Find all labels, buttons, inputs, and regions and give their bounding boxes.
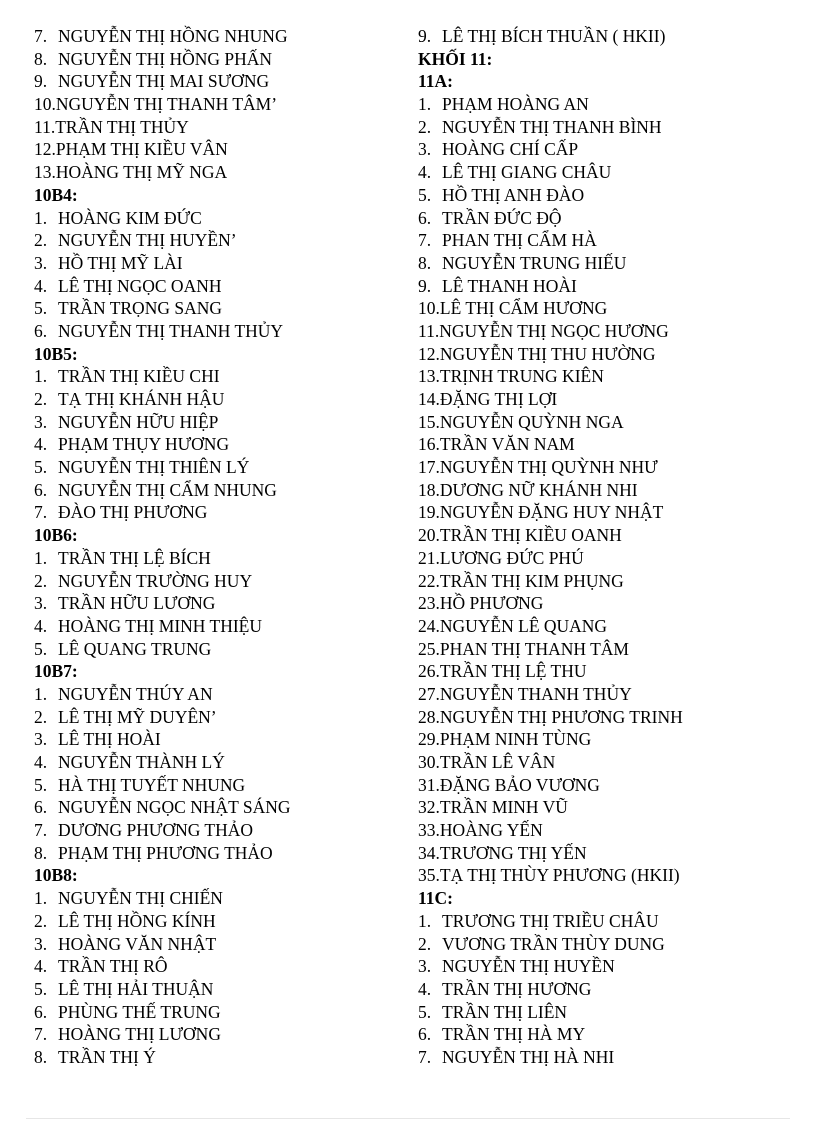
student-name: PHAN THỊ THANH TÂM bbox=[439, 638, 629, 659]
student-list-item bbox=[418, 1046, 798, 1069]
student-name: NGUYỄN TRUNG HIẾU bbox=[442, 252, 627, 273]
student-list-item bbox=[34, 48, 404, 71]
student-name: DƯƠNG PHƯƠNG THẢO bbox=[58, 820, 254, 841]
left-column bbox=[34, 25, 404, 1069]
student-list-item bbox=[418, 184, 798, 207]
item-number: 1. bbox=[34, 366, 48, 387]
item-number: 7. bbox=[34, 820, 48, 841]
student-name: PHẠM THỤY HƯƠNG bbox=[58, 434, 230, 455]
student-list-item bbox=[418, 343, 798, 366]
item-number: 5. bbox=[34, 298, 48, 319]
student-list-item bbox=[418, 774, 798, 797]
item-number: 2. bbox=[34, 570, 48, 591]
item-number: 6. bbox=[34, 320, 48, 341]
student-name: PHÙNG THẾ TRUNG bbox=[58, 1001, 221, 1022]
item-number: 31. bbox=[418, 774, 440, 795]
student-list-item bbox=[34, 229, 404, 252]
item-number: 1. bbox=[418, 910, 432, 931]
student-list-item bbox=[418, 751, 798, 774]
student-name: PHẠM NINH TÙNG bbox=[439, 729, 592, 750]
student-name: TRẦN THỊ HÀ MY bbox=[442, 1024, 586, 1045]
student-name: LÊ THỊ GIANG CHÂU bbox=[442, 162, 612, 183]
item-number: 4. bbox=[34, 956, 48, 977]
item-number: 4. bbox=[418, 162, 432, 183]
student-name: NGUYỄN THỊ MAI SƯƠNG bbox=[58, 71, 270, 92]
class-heading: 10B5: bbox=[34, 343, 78, 364]
student-name: NGUYỄN THỊ THANH THỦY bbox=[58, 320, 284, 341]
student-name: HOÀNG CHÍ CẤP bbox=[442, 139, 579, 160]
student-name: LÊ THỊ HẢI THUẬN bbox=[58, 978, 214, 999]
student-name: ĐẶNG BẢO VƯƠNG bbox=[439, 774, 600, 795]
student-name: NGUYỄN HỮU HIỆP bbox=[58, 411, 219, 432]
student-list-item bbox=[34, 592, 404, 615]
class-heading: 11A: bbox=[418, 71, 453, 92]
student-list-item bbox=[418, 479, 798, 502]
student-name: NGUYỄN THÚY AN bbox=[58, 683, 213, 704]
student-name: TRẦN THỊ KIM PHỤNG bbox=[439, 570, 624, 591]
item-number: 24. bbox=[418, 615, 440, 636]
student-name: LÊ THỊ NGỌC OANH bbox=[58, 275, 222, 296]
student-list-item bbox=[418, 819, 798, 842]
item-number: 2. bbox=[34, 706, 48, 727]
student-name: TRẦN THỊ LỆ THU bbox=[439, 661, 587, 682]
item-number: 3. bbox=[34, 593, 48, 614]
student-list-item bbox=[418, 116, 798, 139]
student-name: NGUYỄN THANH THỦY bbox=[439, 683, 632, 704]
student-list-item bbox=[418, 411, 798, 434]
item-number: 5. bbox=[34, 638, 48, 659]
student-list-item bbox=[418, 660, 798, 683]
student-name: NGUYỄN THỊ HUYỀN’ bbox=[58, 230, 237, 251]
student-name: TRẦN THỊ Ý bbox=[58, 1046, 156, 1067]
student-list-item bbox=[34, 297, 404, 320]
student-list-item bbox=[34, 728, 404, 751]
student-list-item bbox=[418, 297, 798, 320]
student-list-item bbox=[418, 1001, 798, 1024]
student-list-item bbox=[418, 864, 798, 887]
student-list-item bbox=[418, 842, 798, 865]
item-number: 23. bbox=[418, 593, 440, 614]
student-name: NGUYỄN THÀNH LÝ bbox=[58, 752, 225, 772]
student-list-item bbox=[34, 910, 404, 933]
student-name: TRẦN THỊ HƯƠNG bbox=[442, 978, 592, 999]
item-number: 9. bbox=[418, 26, 432, 46]
student-list-item bbox=[34, 411, 404, 434]
item-number: 28. bbox=[418, 706, 440, 727]
student-list-item bbox=[418, 456, 798, 479]
student-list-item bbox=[34, 615, 404, 638]
item-number: 4. bbox=[34, 615, 48, 636]
student-name: NGUYỄN THỊ HỒNG PHẤN bbox=[58, 48, 273, 69]
student-name: TRẦN THỊ RÔ bbox=[58, 956, 168, 977]
student-name: NGUYỄN THỊ THANH BÌNH bbox=[442, 116, 662, 137]
student-name: NGUYỄN THỊ HUYỀN bbox=[442, 956, 615, 977]
student-list-item bbox=[34, 547, 404, 570]
item-number: 13. bbox=[418, 366, 440, 387]
item-number: 10. bbox=[418, 298, 440, 319]
item-number: 13. bbox=[34, 162, 56, 183]
item-number: 4. bbox=[34, 434, 48, 455]
item-number: 11. bbox=[34, 116, 56, 137]
student-name: LÊ THỊ MỸ DUYÊN’ bbox=[58, 706, 217, 727]
student-name: LÊ QUANG TRUNG bbox=[58, 638, 212, 659]
student-name: NGUYỄN ĐẶNG HUY NHẬT bbox=[439, 502, 664, 523]
item-number: 3. bbox=[34, 729, 48, 750]
item-number: 6. bbox=[418, 207, 432, 228]
student-name: NGUYỄN LÊ QUANG bbox=[439, 615, 608, 636]
student-list-item bbox=[34, 433, 404, 456]
student-list-item bbox=[34, 456, 404, 479]
student-list-item bbox=[418, 683, 798, 706]
student-name: PHẠM THỊ PHƯƠNG THẢO bbox=[58, 842, 273, 863]
item-number: 4. bbox=[34, 752, 48, 772]
item-number: 3. bbox=[34, 933, 48, 954]
item-number: 1. bbox=[34, 888, 48, 909]
item-number: 7. bbox=[34, 26, 48, 46]
page-bottom-divider bbox=[26, 1118, 790, 1119]
item-number: 2. bbox=[418, 933, 432, 954]
item-number: 9. bbox=[34, 71, 48, 92]
class-heading: 11C: bbox=[418, 888, 453, 909]
student-name: ĐÀO THỊ PHƯƠNG bbox=[58, 502, 208, 523]
student-name: TRỊNH TRUNG KIÊN bbox=[439, 366, 604, 387]
item-number: 2. bbox=[34, 389, 48, 409]
item-number: 7. bbox=[34, 502, 48, 523]
class-heading: 10B6: bbox=[34, 525, 78, 546]
item-number: 7. bbox=[418, 230, 432, 251]
student-name: NGUYỄN NGỌC NHẬT SÁNG bbox=[58, 797, 291, 818]
item-number: 17. bbox=[418, 457, 440, 478]
student-list-item bbox=[418, 388, 798, 411]
item-number: 27. bbox=[418, 683, 440, 704]
student-name: HỒ PHƯƠNG bbox=[439, 593, 544, 614]
student-list-item bbox=[418, 25, 798, 48]
student-list-item bbox=[34, 388, 404, 411]
student-name: NGUYỄN THỊ QUỲNH NHƯ bbox=[439, 457, 658, 478]
item-number: 1. bbox=[34, 547, 48, 568]
item-number: 30. bbox=[418, 752, 440, 772]
student-name: LÊ THỊ BÍCH THUẦN ( HKII) bbox=[442, 26, 666, 46]
student-name: HOÀNG KIM ĐỨC bbox=[58, 207, 202, 228]
item-number: 8. bbox=[34, 48, 48, 69]
student-list-item bbox=[34, 796, 404, 819]
student-list-item bbox=[34, 207, 404, 230]
item-number: 18. bbox=[418, 479, 440, 500]
student-name: LÊ THỊ HOÀI bbox=[58, 729, 161, 750]
item-number: 2. bbox=[34, 230, 48, 251]
student-name: NGUYỄN THỊ THANH TÂM’ bbox=[55, 94, 278, 115]
item-number: 5. bbox=[34, 978, 48, 999]
student-name: HOÀNG VĂN NHẬT bbox=[58, 933, 217, 954]
student-list-item bbox=[418, 978, 798, 1001]
student-list-item bbox=[34, 774, 404, 797]
item-number: 2. bbox=[418, 116, 432, 137]
student-name: NGUYỄN TRƯỜNG HUY bbox=[58, 570, 253, 591]
student-list-item bbox=[418, 320, 798, 343]
student-list-item bbox=[34, 570, 404, 593]
item-number: 11. bbox=[418, 320, 440, 341]
student-name: NGUYỄN THỊ CHIẾN bbox=[58, 888, 223, 909]
class-heading: 10B7: bbox=[34, 661, 78, 682]
item-number: 19. bbox=[418, 502, 440, 523]
student-list-item bbox=[418, 1023, 798, 1046]
item-number: 26. bbox=[418, 661, 440, 682]
item-number: 5. bbox=[34, 774, 48, 795]
student-list-item bbox=[418, 547, 798, 570]
item-number: 10. bbox=[34, 94, 56, 115]
student-list-item bbox=[34, 275, 404, 298]
student-list-item bbox=[418, 570, 798, 593]
student-list-item bbox=[34, 138, 404, 161]
student-name: TẠ THỊ KHÁNH HẬU bbox=[58, 389, 225, 409]
item-number: 5. bbox=[418, 1001, 432, 1022]
student-list-item bbox=[418, 433, 798, 456]
student-name: TRẦN THỊ THỦY bbox=[55, 116, 189, 137]
student-list-item bbox=[34, 501, 404, 524]
student-name: HỒ THỊ ANH ĐÀO bbox=[442, 184, 585, 205]
student-name: TRẦN THỊ LỆ BÍCH bbox=[58, 547, 211, 568]
item-number: 22. bbox=[418, 570, 440, 591]
student-list-item bbox=[34, 25, 404, 48]
student-list-item bbox=[34, 887, 404, 910]
student-list-item bbox=[34, 751, 404, 774]
item-number: 3. bbox=[34, 411, 48, 432]
item-number: 16. bbox=[418, 434, 440, 455]
class-heading: 10B4: bbox=[34, 184, 78, 205]
student-list-item bbox=[34, 116, 404, 139]
student-name: TRẦN THỊ KIỀU OANH bbox=[439, 525, 622, 546]
student-name: DƯƠNG NỮ KHÁNH NHI bbox=[439, 479, 638, 500]
item-number: 29. bbox=[418, 729, 440, 750]
item-number: 12. bbox=[34, 139, 56, 160]
student-name: LÊ THANH HOÀI bbox=[442, 275, 577, 296]
right-column bbox=[418, 25, 798, 1069]
student-name: TRẦN THỊ KIỀU CHI bbox=[58, 366, 220, 387]
item-number: 7. bbox=[418, 1046, 432, 1067]
student-name: VƯƠNG TRẦN THÙY DUNG bbox=[442, 933, 665, 954]
student-list-item bbox=[34, 70, 404, 93]
student-name: NGUYỄN THỊ THU HƯỜNG bbox=[439, 343, 656, 364]
item-number: 14. bbox=[418, 389, 440, 409]
student-name: HOÀNG THỊ LƯƠNG bbox=[58, 1024, 221, 1045]
student-list-item bbox=[418, 728, 798, 751]
item-number: 2. bbox=[34, 910, 48, 931]
student-list-item bbox=[418, 501, 798, 524]
item-number: 32. bbox=[418, 797, 440, 818]
student-name: HÀ THỊ TUYẾT NHUNG bbox=[58, 774, 246, 795]
student-list-item bbox=[418, 706, 798, 729]
student-name: NGUYỄN THỊ NGỌC HƯƠNG bbox=[439, 320, 669, 341]
student-list-item bbox=[418, 592, 798, 615]
item-number: 8. bbox=[34, 1046, 48, 1067]
student-name: HỒ THỊ MỸ LÀI bbox=[58, 252, 183, 273]
student-list-item bbox=[418, 910, 798, 933]
item-number: 20. bbox=[418, 525, 440, 546]
student-name: NGUYỄN THỊ CẨM NHUNG bbox=[58, 479, 277, 500]
item-number: 3. bbox=[418, 956, 432, 977]
student-name: HOÀNG THỊ MINH THIỆU bbox=[58, 615, 262, 636]
student-name: NGUYỄN THỊ PHƯƠNG TRINH bbox=[439, 706, 683, 727]
student-name: ĐẶNG THỊ LỢI bbox=[439, 389, 558, 409]
class-heading: KHỐI 11: bbox=[418, 48, 493, 69]
student-list-item bbox=[418, 365, 798, 388]
student-name: TRẦN THỊ LIÊN bbox=[442, 1001, 568, 1022]
item-number: 1. bbox=[34, 207, 48, 228]
student-name: NGUYỄN THỊ HỒNG NHUNG bbox=[58, 26, 288, 46]
student-list-item bbox=[418, 524, 798, 547]
student-list-item bbox=[34, 1001, 404, 1024]
student-list-item bbox=[34, 683, 404, 706]
student-list-item bbox=[34, 365, 404, 388]
student-list-item bbox=[418, 933, 798, 956]
student-list-item bbox=[34, 638, 404, 661]
item-number: 7. bbox=[34, 1024, 48, 1045]
item-number: 25. bbox=[418, 638, 440, 659]
class-heading: 10B8: bbox=[34, 865, 78, 886]
student-list-item bbox=[418, 638, 798, 661]
student-name: NGUYỄN THỊ THIÊN LÝ bbox=[58, 457, 250, 478]
item-number: 8. bbox=[34, 842, 48, 863]
student-name: TRƯƠNG THỊ YẾN bbox=[439, 842, 587, 863]
student-list-item bbox=[34, 842, 404, 865]
item-number: 3. bbox=[34, 252, 48, 273]
student-list-item bbox=[34, 819, 404, 842]
student-list-item bbox=[34, 93, 404, 116]
student-name: NGUYỄN QUỲNH NGA bbox=[439, 411, 624, 432]
student-name: TRẦN TRỌNG SANG bbox=[58, 298, 222, 319]
student-list-item bbox=[34, 955, 404, 978]
item-number: 6. bbox=[34, 479, 48, 500]
student-name: TẠ THỊ THÙY PHƯƠNG (HKII) bbox=[439, 865, 680, 886]
item-number: 12. bbox=[418, 343, 440, 364]
item-number: 5. bbox=[34, 457, 48, 478]
student-name: LÊ THỊ CẨM HƯƠNG bbox=[439, 298, 608, 319]
student-list-item bbox=[34, 978, 404, 1001]
student-name: TRƯƠNG THỊ TRIỀU CHÂU bbox=[442, 910, 659, 931]
item-number: 21. bbox=[418, 547, 440, 568]
item-number: 3. bbox=[418, 139, 432, 160]
item-number: 6. bbox=[34, 1001, 48, 1022]
item-number: 35. bbox=[418, 865, 440, 886]
student-list-item bbox=[34, 933, 404, 956]
student-list-item bbox=[418, 796, 798, 819]
item-number: 4. bbox=[34, 275, 48, 296]
student-name: TRẦN MINH VŨ bbox=[439, 797, 568, 818]
item-number: 33. bbox=[418, 820, 440, 841]
student-name: LƯƠNG ĐỨC PHÚ bbox=[439, 547, 584, 568]
student-list-item bbox=[34, 1023, 404, 1046]
item-number: 4. bbox=[418, 978, 432, 999]
student-name: HOÀNG THỊ MỸ NGA bbox=[55, 162, 228, 183]
student-list-item bbox=[418, 138, 798, 161]
item-number: 15. bbox=[418, 411, 440, 432]
student-name: NGUYỄN THỊ HÀ NHI bbox=[442, 1046, 615, 1067]
item-number: 6. bbox=[418, 1024, 432, 1045]
student-list-item bbox=[418, 161, 798, 184]
student-list-item bbox=[418, 93, 798, 116]
student-name: HOÀNG YẾN bbox=[439, 820, 543, 841]
student-list-item bbox=[418, 229, 798, 252]
student-list-item bbox=[418, 955, 798, 978]
item-number: 1. bbox=[418, 94, 432, 115]
item-number: 6. bbox=[34, 797, 48, 818]
student-list-item bbox=[418, 252, 798, 275]
student-name: TRẦN VĂN NAM bbox=[439, 434, 575, 455]
item-number: 34. bbox=[418, 842, 440, 863]
student-list-item bbox=[418, 615, 798, 638]
student-list-item bbox=[418, 275, 798, 298]
student-name: PHẠM THỊ KIỀU VÂN bbox=[55, 139, 228, 160]
student-list-item bbox=[34, 320, 404, 343]
student-name: TRẦN HỮU LƯƠNG bbox=[58, 593, 216, 614]
item-number: 5. bbox=[418, 184, 432, 205]
student-list-item bbox=[34, 479, 404, 502]
student-list-item bbox=[34, 252, 404, 275]
item-number: 8. bbox=[418, 252, 432, 273]
student-list-item bbox=[34, 706, 404, 729]
item-number: 9. bbox=[418, 275, 432, 296]
student-list-item bbox=[34, 1046, 404, 1069]
student-name: PHAN THỊ CẨM HÀ bbox=[442, 230, 597, 251]
student-name: LÊ THỊ HỒNG KÍNH bbox=[58, 910, 216, 931]
item-number: 1. bbox=[34, 683, 48, 704]
student-name: PHẠM HOÀNG AN bbox=[442, 94, 589, 115]
student-list-item bbox=[418, 207, 798, 230]
student-name: TRẦN ĐỨC ĐỘ bbox=[442, 207, 562, 228]
student-list-item bbox=[34, 161, 404, 184]
student-name: TRẦN LÊ VÂN bbox=[439, 752, 556, 772]
